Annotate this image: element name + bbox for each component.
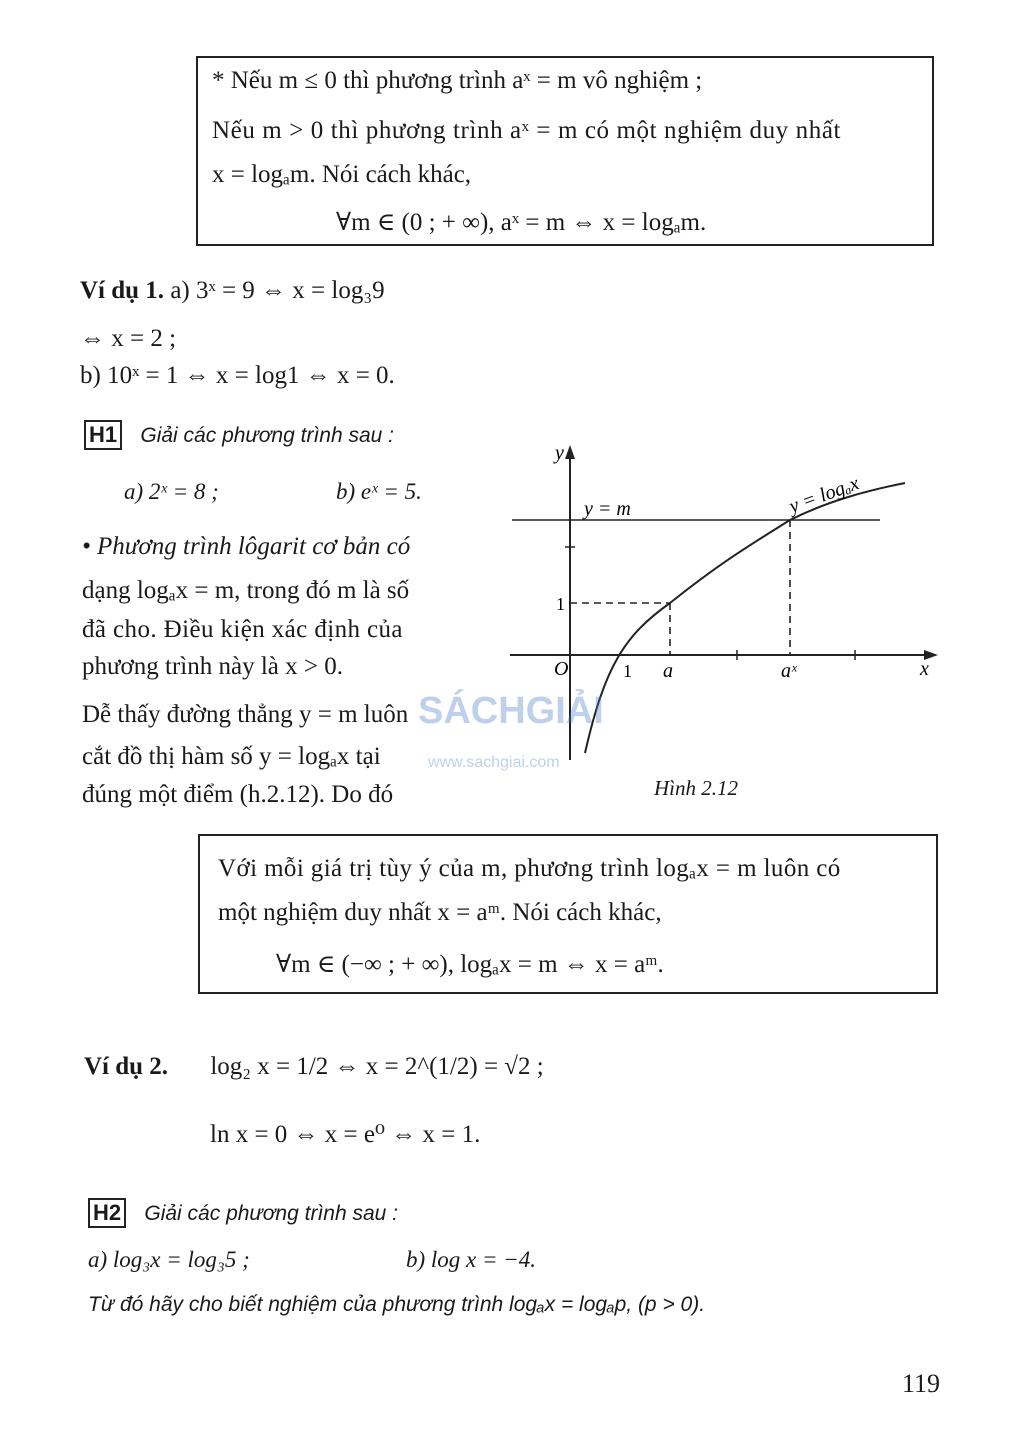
example1-part-a: a) 3ˣ = 9 ⇔ x = log₃9 (170, 277, 385, 304)
x-axis-label: x (920, 658, 929, 680)
h2-item-b: b) log x = −4. (406, 1247, 537, 1272)
line-label: y = m (584, 498, 631, 520)
h2-item-a: a) log₃x = log₃5 ; (88, 1247, 250, 1272)
h1-prompt: Giải các phương trình sau : (140, 424, 395, 447)
para-line7: đúng một điểm (h.2.12). Do đó (82, 781, 394, 808)
figure-caption: Hình 2.12 (654, 776, 738, 800)
tick-one-x-label: 1 (623, 661, 632, 681)
box1-line1: * Nếu m ≤ 0 thì phương trình aˣ = m vô nghiệm ; (212, 67, 703, 94)
h2-heading (88, 1198, 398, 1228)
tick-a-label: a (663, 660, 673, 682)
curve-label: y = logₐx (786, 472, 862, 518)
h2-note: Từ đó hãy cho biết nghiệm của phương trình logₐx = logₐp, (p > 0). (88, 1293, 706, 1316)
box1-line4: ∀m ∈ (0 ; + ∞), aˣ = m ⇔ x = logₐm. (336, 209, 707, 236)
watermark-url: www.sachgiai.com (428, 754, 560, 771)
y-axis-arrow (565, 445, 575, 459)
para-line5: Dễ thấy đường thẳng y = m luôn (82, 701, 409, 728)
para-line6: cắt đồ thị hàm số y = logₐx tại (82, 743, 381, 770)
para-line2: dạng logₐx = m, trong đó m là số (82, 577, 410, 604)
example2-line2: ln x = 0 ⇔ x = e⁰ ⇔ x = 1. (210, 1121, 481, 1148)
h1-item-b: b) eˣ = 5. (336, 479, 422, 504)
box1-line2: Nếu m > 0 thì phương trình aˣ = m có một nghiệm duy nhất (212, 117, 842, 144)
h2-prompt: Giải các phương trình sau : (144, 1202, 399, 1225)
tick-one-y-label: 1 (556, 594, 565, 614)
origin-label: O (554, 658, 569, 680)
example2-line1 (84, 1052, 544, 1082)
example2-equation-1: log₂ x = 1/2 ⇔ x = 2^(1/2) = √2 ; (210, 1053, 544, 1080)
example2-label: Ví dụ 2. (84, 1053, 169, 1080)
example1-line1 (80, 276, 385, 306)
box2-line1: Với mỗi giá trị tùy ý của m, phương trình logₐx = m luôn có (218, 855, 841, 882)
box1-line3: x = logₐm. Nói cách khác, (212, 161, 472, 188)
watermark-brand: SÁCHGIẢI (418, 690, 604, 732)
h1-tag: H1 (84, 420, 122, 450)
log-curve (585, 483, 905, 753)
para-line4: phương trình này là x > 0. (82, 653, 343, 680)
h1-heading (84, 420, 394, 450)
example1-label: Ví dụ 1. (80, 277, 165, 304)
definition-box-logarithm (198, 834, 938, 994)
para-line1: • Phương trình lôgarit cơ bản có (82, 533, 411, 560)
y-axis-label: y (555, 442, 564, 464)
para-line3: đã cho. Điều kiện xác định của (82, 616, 403, 643)
box2-line2: một nghiệm duy nhất x = aᵐ. Nói cách khác, (218, 899, 662, 926)
tick-am-label: aˣ (781, 660, 797, 682)
page-number: 119 (902, 1369, 941, 1398)
definition-box-exponential (196, 56, 934, 246)
h1-item-a: a) 2ˣ = 8 ; (124, 479, 219, 504)
box2-line3: ∀m ∈ (−∞ ; + ∞), logₐx = m ⇔ x = aᵐ. (276, 951, 664, 978)
h2-tag: H2 (88, 1198, 126, 1228)
example1-line2: ⇔ x = 2 ; (80, 325, 177, 352)
example1-line3: b) 10ˣ = 1 ⇔ x = log1 ⇔ x = 0. (80, 362, 395, 389)
